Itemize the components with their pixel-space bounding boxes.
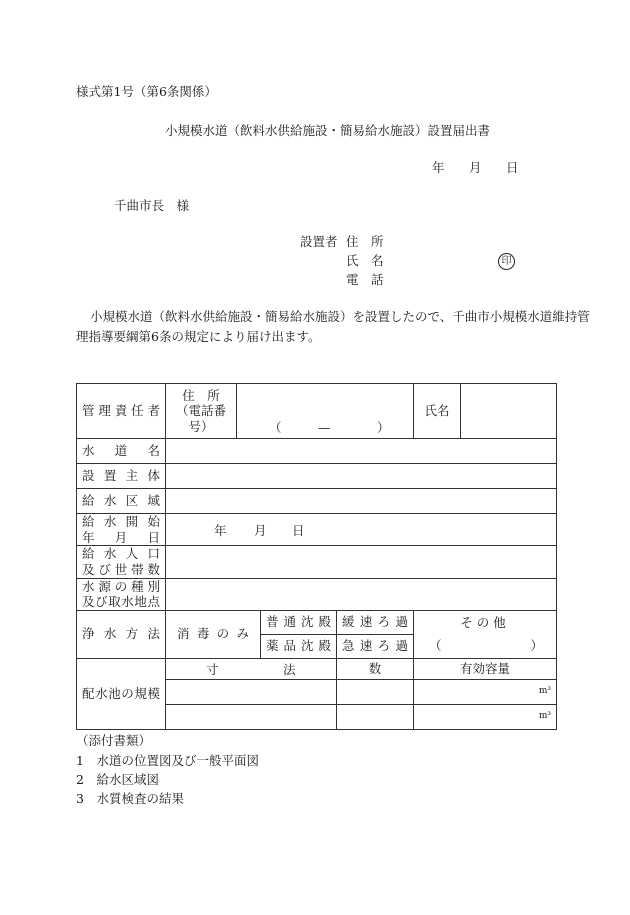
registration-table (76, 383, 557, 730)
water-source-input[interactable] (166, 578, 557, 610)
manager-label-cell (77, 384, 166, 439)
applicant-address-label: 住 所 (346, 234, 384, 249)
population-label-line-1: 給水人口 (82, 546, 160, 562)
waterworks-name-label: 水道名 (82, 443, 160, 459)
waterworks-name-label-cell (77, 439, 166, 464)
addressee: 千曲市長 様 (114, 198, 190, 213)
water-source-label-cell (77, 578, 166, 610)
seal-mark: 印 (498, 252, 515, 270)
reservoir-label: 配水池の規模 (82, 685, 160, 701)
population-label-cell (77, 546, 166, 578)
phone-paren-close: ） (377, 420, 390, 436)
phone-label: （電話番号） (175, 403, 226, 434)
phone-dash: — (318, 420, 331, 436)
count-header (337, 658, 414, 679)
installer-label: 設置主体 (82, 468, 160, 484)
applicant-name-label: 氏 名 (346, 253, 384, 268)
start-day-label: 日 (292, 523, 305, 538)
other-method-input[interactable] (414, 634, 557, 658)
manager-name-input[interactable] (461, 384, 557, 439)
purification-label: 浄水方法 (82, 626, 160, 642)
table-row (77, 578, 557, 610)
slow-filtration-option[interactable] (337, 610, 414, 634)
applicant-phone-label: 電 話 (346, 272, 384, 287)
rapid-filtration-option[interactable] (337, 634, 414, 658)
date-day-label: 日 (506, 160, 519, 175)
manager-name-label: 氏名 (424, 403, 450, 419)
capacity-header (414, 658, 557, 679)
phone-paren-open: （ (269, 420, 282, 436)
reservoir-capacity-input-1[interactable] (414, 679, 557, 704)
plain-sedimentation-option[interactable] (261, 610, 337, 634)
manager-address-label-cell (166, 384, 237, 439)
manager-name-label-cell (414, 384, 461, 439)
applicant-role: 設置者 (300, 234, 338, 249)
supply-area-label-cell (77, 489, 166, 514)
installer-input[interactable] (166, 464, 557, 489)
reservoir-count-input-1[interactable] (337, 679, 414, 704)
chemical-sedimentation-option[interactable] (261, 634, 337, 658)
population-input[interactable] (166, 546, 557, 578)
capacity-unit: m³ (538, 711, 551, 722)
reservoir-capacity-input-2[interactable] (414, 704, 557, 729)
body-text-line-2: 理指導要綱第6条の規定により届け出ます。 (76, 329, 321, 344)
form-title: 小規模水道（飲料水供給施設・簡易給水施設）設置届出書 (165, 123, 491, 138)
capacity-label: 有効容量 (459, 660, 510, 676)
date-year-label: 年 (432, 160, 445, 175)
table-row (77, 464, 557, 489)
manager-label: 管理責任者 (82, 403, 160, 419)
start-date-label-line-1: 給水開始 (82, 514, 160, 529)
dimensions-label-1: 寸 (206, 661, 219, 677)
water-source-label-line-1: 水源の種別 (82, 578, 160, 594)
plain-sedimentation-label: 普通沈殿 (266, 614, 331, 630)
disinfection-only-option[interactable] (166, 610, 261, 658)
supply-area-label: 給水区域 (82, 493, 160, 509)
reservoir-dimensions-input-1[interactable] (166, 679, 337, 704)
attachment-item: 3 水質検査の結果 (76, 791, 184, 806)
disinfection-only-label: 消毒のみ (177, 626, 249, 642)
start-month-label: 月 (254, 523, 267, 538)
address-label: 住 所 (182, 387, 220, 403)
start-date-label-line-2: 年月日 (82, 529, 160, 545)
table-row (77, 489, 557, 514)
rapid-filtration-label: 急速ろ過 (342, 638, 408, 654)
other-paren-open: （ (429, 638, 442, 654)
start-year-label: 年 (214, 523, 227, 538)
date-month-label: 月 (469, 160, 482, 175)
start-date-label-cell (77, 514, 166, 546)
other-paren-close: ） (530, 638, 543, 654)
body-text-line-1: 小規模水道（飲料水供給施設・簡易給水施設）を設置したので、千曲市小規模水道維持管 (90, 309, 590, 324)
count-label: 数 (368, 660, 382, 676)
attachment-item: 2 給水区域図 (76, 772, 159, 787)
other-method-label-cell (414, 610, 557, 634)
manager-address-input[interactable] (237, 384, 414, 439)
attachment-item: 1 水道の位置図及び一般平面図 (76, 753, 259, 768)
capacity-unit: m³ (538, 686, 551, 697)
reservoir-count-input-2[interactable] (337, 704, 414, 729)
table-row (77, 514, 557, 546)
reservoir-label-cell (77, 658, 166, 729)
table-row (77, 658, 557, 679)
supply-area-input[interactable] (166, 489, 557, 514)
population-label-line-2: 及び世帯数 (82, 561, 160, 577)
dimensions-label-2: 法 (283, 661, 296, 677)
attachments-heading: （添付書類） (76, 733, 152, 748)
purification-label-cell (77, 610, 166, 658)
reservoir-dimensions-input-2[interactable] (166, 704, 337, 729)
dimensions-header (166, 658, 337, 679)
table-row (77, 546, 557, 578)
waterworks-name-input[interactable] (166, 439, 557, 464)
chemical-sedimentation-label: 薬品沈殿 (266, 638, 331, 654)
other-method-label: その他 (460, 614, 510, 630)
installer-label-cell (77, 464, 166, 489)
table-row (77, 610, 557, 634)
start-date-input[interactable] (166, 514, 557, 546)
form-number: 様式第1号（第6条関係） (76, 84, 217, 99)
slow-filtration-label: 緩速ろ過 (342, 614, 408, 630)
water-source-label-line-2: 及び取水地点 (82, 594, 160, 610)
table-row (77, 384, 557, 439)
table-row (77, 439, 557, 464)
